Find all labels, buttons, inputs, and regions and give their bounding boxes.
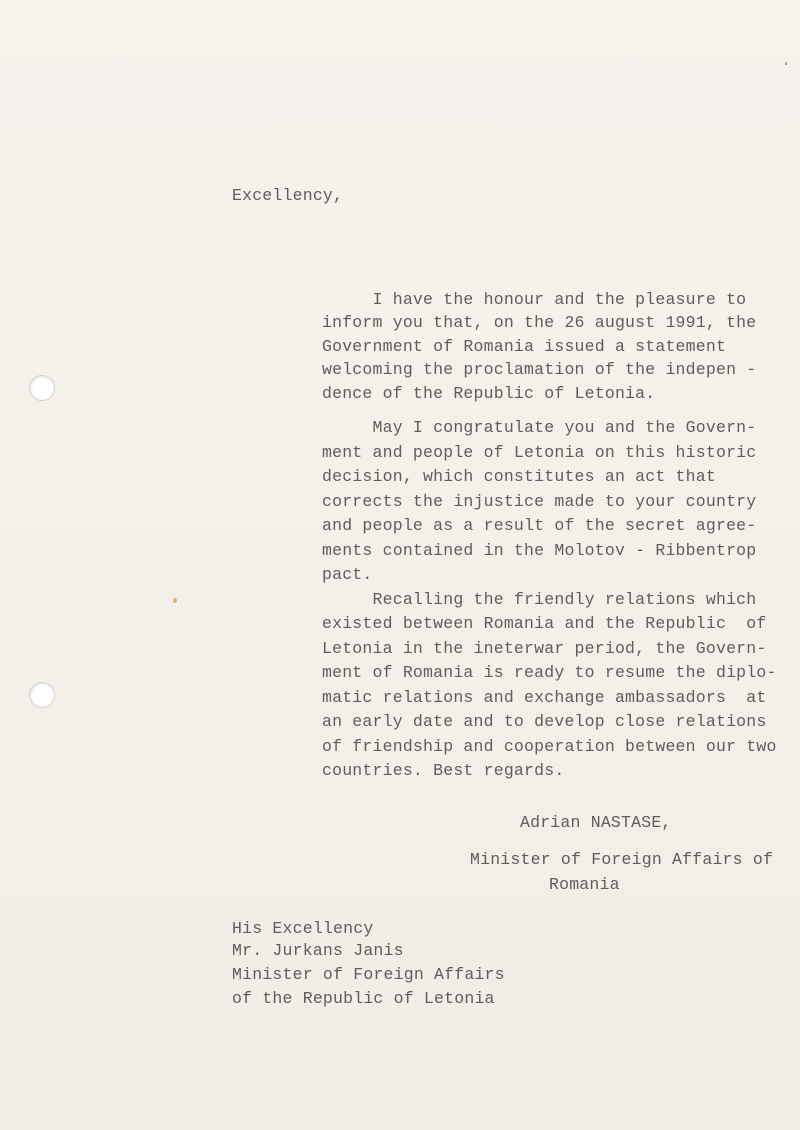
paper-stain <box>173 598 177 603</box>
body-line: welcoming the proclamation of the indepen - <box>322 360 757 379</box>
recipient-line: Mr. Jurkans Janis <box>232 941 404 960</box>
signatory-name: Adrian NASTASE, <box>520 813 672 832</box>
body-line: inform you that, on the 26 august 1991, the <box>322 313 757 332</box>
recipient-line: of the Republic of Letonia <box>232 989 495 1008</box>
body-line: ments contained in the Molotov - Ribbentrop <box>322 541 757 560</box>
punch-hole-top <box>29 375 55 401</box>
body-line: Recalling the friendly relations which <box>322 590 757 609</box>
body-line: pact. <box>322 565 373 584</box>
recipient-line: Minister of Foreign Affairs <box>232 965 505 984</box>
body-line: May I congratulate you and the Govern- <box>322 418 757 437</box>
body-line: existed between Romania and the Republic of <box>322 614 767 633</box>
body-line: Letonia in the ineterwar period, the Govern- <box>322 639 767 658</box>
body-line: decision, which constitutes an act that <box>322 467 716 486</box>
punch-hole-bottom <box>29 682 55 708</box>
body-line: dence of the Republic of Letonia. <box>322 384 656 403</box>
body-line: Government of Romania issued a statement <box>322 337 727 356</box>
recipient-line: His Excellency <box>232 919 374 938</box>
body-line: I have the honour and the pleasure to <box>322 290 747 309</box>
body-line: ment of Romania is ready to resume the diplo- <box>322 663 777 682</box>
body-line: and people as a result of the secret agree- <box>322 516 757 535</box>
body-line: ment and people of Letonia on this historic <box>322 443 757 462</box>
salutation: Excellency, <box>232 186 344 205</box>
signatory-title: Romania <box>549 875 620 894</box>
body-line: countries. Best regards. <box>322 761 565 780</box>
body-line: of friendship and cooperation between our two <box>322 737 777 756</box>
signatory-title: Minister of Foreign Affairs of <box>470 850 774 869</box>
body-line: matic relations and exchange ambassadors at <box>322 688 767 707</box>
body-line: corrects the injustice made to your country <box>322 492 757 511</box>
paper-mark <box>785 62 787 65</box>
body-line: an early date and to develop close relations <box>322 712 767 731</box>
